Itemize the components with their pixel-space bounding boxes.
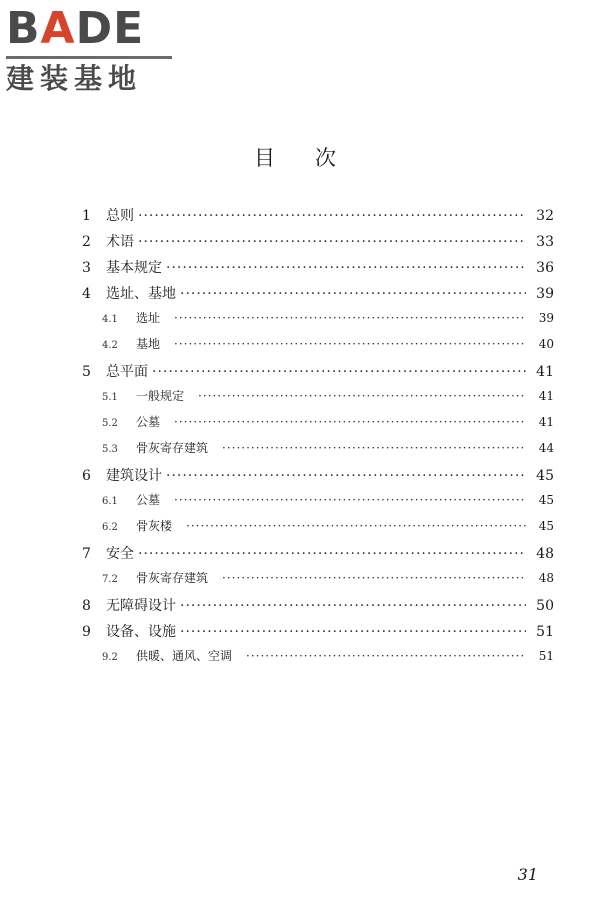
- toc-entry-number: 6: [82, 468, 91, 484]
- toc-entry-number: 5.3: [102, 444, 118, 455]
- toc-entry-page: 45: [536, 468, 554, 484]
- toc-entry-page: 44: [538, 441, 554, 455]
- toc-entry-label: 建筑设计: [106, 468, 162, 484]
- toc-entry[interactable]: [82, 257, 554, 283]
- toc-leader-dots: [222, 441, 526, 455]
- toc-entry-page: 39: [538, 311, 554, 325]
- toc-entry[interactable]: [82, 309, 554, 335]
- toc-entry-number: 9: [82, 624, 91, 640]
- toc-entry-label: 公墓: [136, 415, 161, 429]
- toc-leader-dots: [174, 337, 526, 351]
- toc-entry-page: 41: [538, 415, 554, 429]
- toc-entry[interactable]: [82, 439, 554, 465]
- toc-entry[interactable]: [82, 569, 554, 595]
- toc-entry-label: 供暖、通风、空调: [136, 649, 233, 663]
- toc-entry-label: 无障碍设计: [106, 598, 176, 614]
- toc-entry[interactable]: [82, 387, 554, 413]
- toc-entry-page: 51: [538, 649, 554, 663]
- toc-leader-dots: [174, 493, 526, 507]
- toc-entry-number: 2: [82, 234, 91, 250]
- toc-entry-page: 32: [536, 208, 554, 224]
- toc-entry-number: 5: [82, 364, 91, 380]
- toc-entry-number: 6.2: [102, 522, 118, 533]
- toc-entry-label: 设备、设施: [106, 624, 176, 640]
- toc-entry-page: 41: [536, 364, 554, 380]
- toc-entry[interactable]: [82, 361, 554, 387]
- toc-entry-label: 选址: [136, 311, 161, 325]
- toc-entry-label: 骨灰寄存建筑: [136, 571, 209, 585]
- toc-entry[interactable]: [82, 205, 554, 231]
- toc-entry-page: 48: [536, 546, 554, 562]
- toc-entry[interactable]: [82, 647, 554, 673]
- toc-leader-dots: [138, 234, 526, 250]
- toc-entry-number: 3: [82, 260, 91, 276]
- toc-entry-number: 5.1: [102, 392, 118, 403]
- toc-leader-dots: [166, 468, 526, 484]
- bade-logo: [6, 4, 176, 96]
- toc-entry-label: 选址、基地: [106, 286, 176, 302]
- toc-entry-label: 总平面: [106, 364, 148, 380]
- toc-entry-page: 48: [538, 571, 554, 585]
- logo-mark: BADE: [6, 3, 145, 54]
- toc-entry[interactable]: [82, 491, 554, 517]
- toc-entry-page: 45: [538, 519, 554, 533]
- toc-entry[interactable]: [82, 465, 554, 491]
- table-of-contents: [82, 205, 554, 673]
- toc-entry-label: 术语: [106, 234, 134, 250]
- toc-leader-dots: [186, 519, 526, 533]
- toc-entry-label: 基本规定: [106, 260, 162, 276]
- logo-divider: [6, 56, 172, 59]
- toc-leader-dots: [198, 389, 526, 403]
- toc-entry-page: 36: [536, 260, 554, 276]
- toc-entry-number: 4.2: [102, 340, 118, 351]
- toc-leader-dots: [180, 286, 526, 302]
- toc-entry-label: 基地: [136, 337, 161, 351]
- toc-entry[interactable]: [82, 413, 554, 439]
- toc-entry-label: 一般规定: [136, 389, 185, 403]
- toc-entry-number: 7.2: [102, 574, 118, 585]
- page-title: 目次: [254, 146, 376, 170]
- toc-leader-dots: [180, 598, 526, 614]
- toc-entry-label: 骨灰寄存建筑: [136, 441, 209, 455]
- toc-entry[interactable]: [82, 517, 554, 543]
- toc-leader-dots: [222, 571, 526, 585]
- toc-entry-page: 51: [536, 624, 554, 640]
- toc-entry-page: 50: [536, 598, 554, 614]
- toc-entry-label: 安全: [106, 546, 134, 562]
- toc-entry-page: 39: [536, 286, 554, 302]
- toc-entry-page: 33: [536, 234, 554, 250]
- toc-entry[interactable]: [82, 231, 554, 257]
- toc-entry-number: 7: [82, 546, 91, 562]
- toc-leader-dots: [174, 311, 526, 325]
- toc-entry[interactable]: [82, 595, 554, 621]
- toc-entry[interactable]: [82, 283, 554, 309]
- toc-entry-label: 公墓: [136, 493, 161, 507]
- toc-entry-number: 1: [82, 208, 91, 224]
- toc-entry-number: 4: [82, 286, 91, 302]
- toc-entry-number: 8: [82, 598, 91, 614]
- toc-entry-label: 骨灰楼: [136, 519, 173, 533]
- logo-subtitle: 建装基地: [6, 62, 143, 95]
- toc-entry[interactable]: [82, 543, 554, 569]
- toc-leader-dots: [174, 415, 526, 429]
- toc-entry-page: 45: [538, 493, 554, 507]
- toc-leader-dots: [180, 624, 526, 640]
- toc-entry-number: 9.2: [102, 652, 118, 663]
- toc-entry-label: 总则: [106, 208, 134, 224]
- toc-entry-number: 6.1: [102, 496, 118, 507]
- toc-entry[interactable]: [82, 335, 554, 361]
- toc-entry-page: 40: [538, 337, 554, 351]
- toc-entry-number: 5.2: [102, 418, 118, 429]
- toc-leader-dots: [246, 649, 526, 663]
- toc-entry-number: 4.1: [102, 314, 118, 325]
- toc-leader-dots: [138, 208, 526, 224]
- toc-leader-dots: [138, 546, 526, 562]
- page-number: 31: [517, 865, 538, 884]
- toc-entry-page: 41: [538, 389, 554, 403]
- toc-leader-dots: [152, 364, 526, 380]
- toc-leader-dots: [166, 260, 526, 276]
- toc-entry[interactable]: [82, 621, 554, 647]
